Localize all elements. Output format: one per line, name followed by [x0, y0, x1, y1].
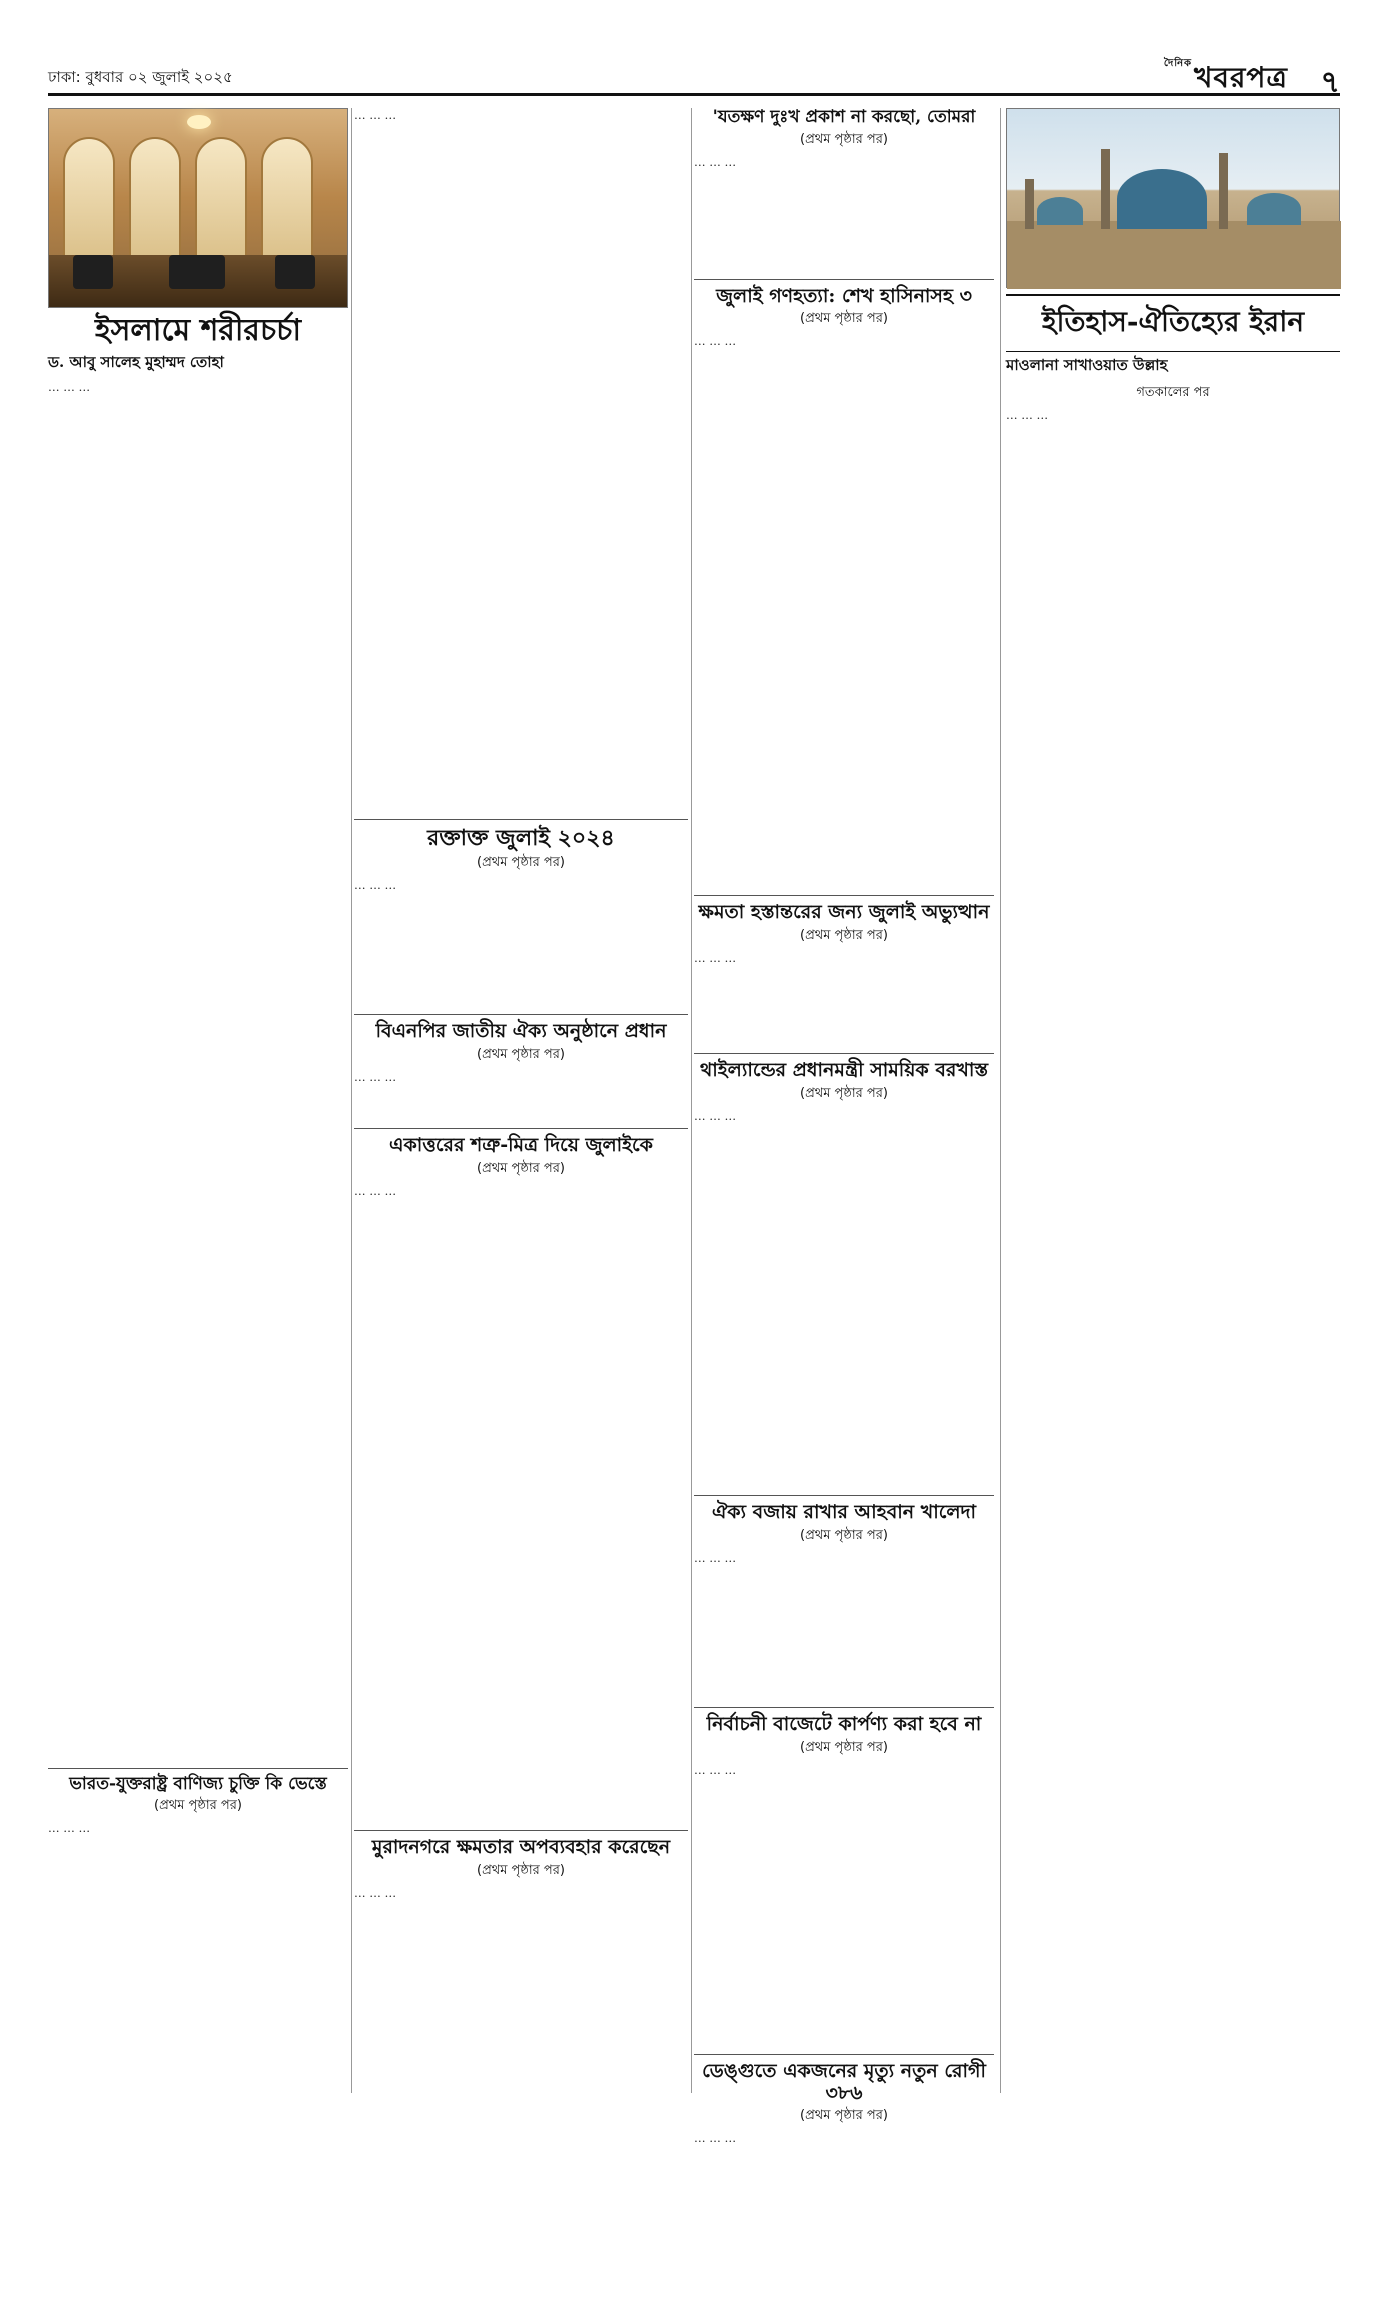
continued-label: (প্রথম পৃষ্ঠার পর) — [800, 1739, 888, 1755]
body-placeholder: … … … — [354, 1885, 397, 1900]
chandelier-shape — [187, 115, 211, 129]
article-body — [694, 155, 994, 273]
article-headline: একাত্তরের শত্রু-মিত্র দিয়ে জুলাইকে — [389, 1134, 653, 1157]
column-divider — [691, 108, 692, 2093]
page-number: ৭ — [1320, 65, 1340, 100]
body-placeholder: … … … — [48, 379, 91, 394]
body-placeholder: … … … — [694, 951, 737, 966]
body-placeholder: … … … — [694, 334, 737, 349]
article-headline: রক্তাক্ত জুলাই ২০২৪ — [427, 825, 615, 851]
article-headline: থাইল্যান্ডের প্রধানমন্ত্রী সাময়িক বরখাস্ত — [699, 1059, 989, 1082]
column-divider — [351, 108, 352, 2093]
body-placeholder: … … … — [1006, 408, 1049, 422]
gym-photo — [48, 108, 348, 308]
continued-label: (প্রথম পৃষ্ঠার পর) — [800, 928, 888, 944]
body-placeholder: … … … — [354, 878, 397, 893]
body-placeholder: … … … — [694, 154, 737, 169]
article-body — [694, 1109, 994, 1489]
article-headline: ইসলামে শরীরচর্চা — [94, 313, 302, 348]
body-placeholder: … … … — [48, 1821, 91, 1836]
continued-label: (প্রথম পৃষ্ঠার পর) — [800, 1527, 888, 1543]
continued-label: (প্রথম পৃষ্ঠার পর) — [477, 855, 565, 871]
article-byline: ড. আবু সালেহ মুহাম্মদ তোহা — [48, 352, 224, 371]
body-placeholder: … … … — [354, 1183, 397, 1198]
continued-label: (প্রথম পৃষ্ঠার পর) — [800, 2108, 888, 2124]
article-headline: ঐক্য বজায় রাখার আহবান খালেদা — [711, 1501, 977, 1524]
continued-label: (প্রথম পৃষ্ঠার পর) — [154, 1798, 242, 1814]
article-body — [694, 1763, 994, 2048]
article-body — [48, 1821, 348, 2051]
article-headline: বিএনপির জাতীয় ঐক্য অনুষ্ঠানে প্রধান — [375, 1020, 667, 1043]
continued-label: (প্রথম পৃষ্ঠার পর) — [800, 311, 888, 327]
article-body — [694, 334, 994, 889]
continued-label: (প্রথম পৃষ্ঠার পর) — [800, 1086, 888, 1102]
continued-label: (প্রথম পৃষ্ঠার পর) — [477, 1047, 565, 1063]
article-byline: মাওলানা সাখাওয়াত উল্লাহ — [1006, 356, 1168, 374]
article-body — [48, 380, 348, 1762]
article-headline: মুরাদনগরে ক্ষমতার অপব্যবহার করেছেন — [371, 1835, 671, 1858]
column-3 — [694, 108, 994, 2301]
body-placeholder: … … … — [354, 1070, 397, 1085]
article-body — [354, 1070, 688, 1122]
body-placeholder: … … … — [694, 1109, 737, 1124]
masthead — [48, 56, 1340, 100]
article-headline: নির্বাচনী বাজেটে কার্পণ্য করা হবে না — [706, 1712, 982, 1735]
mosque-photo — [1006, 108, 1340, 288]
article-body — [354, 1184, 688, 1824]
body-placeholder: … … … — [694, 1550, 737, 1565]
continued-label: (প্রথম পৃষ্ঠার পর) — [477, 1160, 565, 1176]
column-4 — [1006, 108, 1340, 2108]
column-1 — [48, 108, 348, 2051]
article-body — [694, 2131, 994, 2301]
continued-label: (প্রথম পৃষ্ঠার পর) — [477, 1862, 565, 1878]
continued-label: গতকালের পর — [1136, 385, 1210, 400]
article-headline: ক্ষমতা হস্তান্তরের জন্য জুলাই অভ্যুত্থান — [698, 901, 990, 924]
article-headline: ইতিহাস-ঐতিহ্যের ইরান — [1006, 294, 1340, 352]
article-headline: ভারত-যুক্তরাষ্ট্র বাণিজ্য চুক্তি কি ভেস্তে — [69, 1773, 327, 1794]
continued-label: (প্রথম পৃষ্ঠার পর) — [800, 131, 888, 147]
article-body — [694, 951, 994, 1047]
body-placeholder: … … … — [694, 1762, 737, 1777]
brand-name: খবরপত্র — [1194, 61, 1288, 94]
brand-prefix: দৈনিক — [1163, 58, 1193, 69]
body-placeholder: … … … — [354, 108, 397, 122]
brand-logo — [1164, 56, 1288, 103]
article-body — [354, 1886, 688, 2186]
newspaper-page — [48, 56, 1340, 2146]
column-2 — [354, 108, 688, 2186]
column-divider — [1000, 108, 1001, 2093]
body-placeholder: … … … — [694, 2131, 737, 2146]
article-headline: জুলাই গণহত্যা: শেখ হাসিনাসহ ৩ — [716, 284, 972, 307]
article-headline: 'যতক্ষণ দুঃখ প্রকাশ না করছো, তোমরা — [712, 107, 976, 127]
issue-date: ঢাকা: বুধবার ০২ জুলাই ২০২৫ — [48, 68, 233, 86]
article-body — [354, 108, 688, 813]
article-body — [354, 878, 688, 1008]
article-body — [694, 1551, 994, 1701]
article-headline: ডেঙ্গুতে একজনের মৃত্যু নতুন রোগী ৩৮৬ — [702, 2059, 986, 2104]
article-body — [1006, 408, 1340, 2108]
